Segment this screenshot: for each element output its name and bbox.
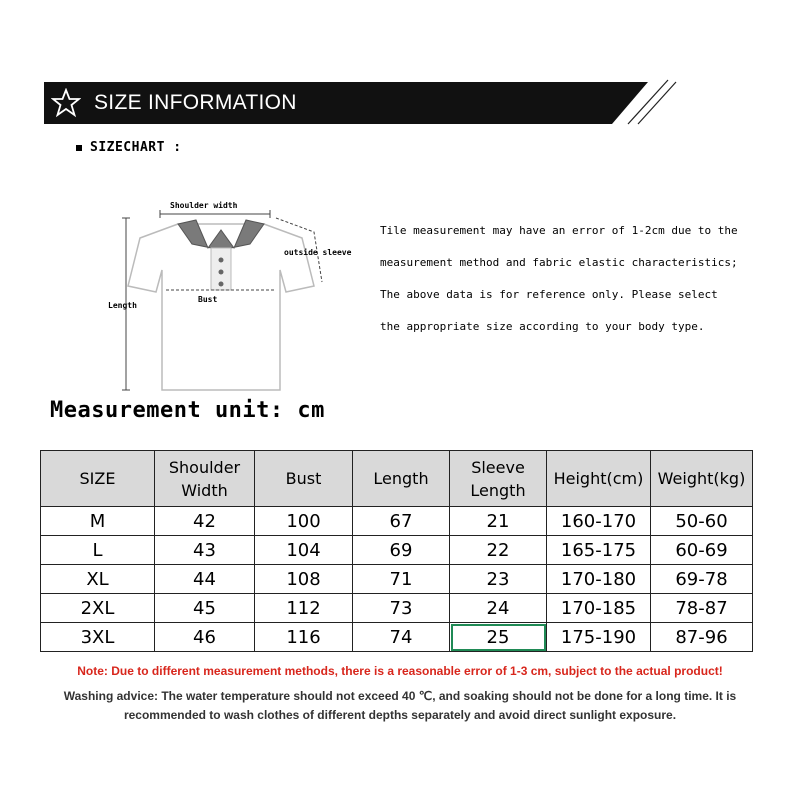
- table-cell: 73: [353, 594, 450, 623]
- table-cell: 69: [353, 536, 450, 565]
- table-cell: 22: [450, 536, 547, 565]
- washing-advice-line: Washing advice: The water temperature should not exceed 40 ℃, and soaking should not be done for a long time. It is: [63, 689, 737, 703]
- table-cell: M: [41, 507, 155, 536]
- column-header-weight: Weight(kg): [651, 451, 753, 507]
- note-line: measurement method and fabric elastic characteristics;: [380, 256, 738, 269]
- note-line: The above data is for reference only. Please select: [380, 288, 718, 301]
- column-header-height: Height(cm): [547, 451, 651, 507]
- table-cell: 78-87: [651, 594, 753, 623]
- table-row: [41, 623, 753, 652]
- polo-shirt-illustration: [100, 190, 370, 405]
- measurement-note: [380, 222, 780, 350]
- table-cell: 21: [450, 507, 547, 536]
- column-header-bust: Bust: [255, 451, 353, 507]
- table-cell: 116: [255, 623, 353, 652]
- selected-table-cell[interactable]: 25: [450, 623, 547, 652]
- table-cell: 50-60: [651, 507, 753, 536]
- table-row: [41, 594, 753, 623]
- column-header-length: Length: [353, 451, 450, 507]
- column-header-size: SIZE: [41, 451, 155, 507]
- table-cell: L: [41, 536, 155, 565]
- table-cell: 71: [353, 565, 450, 594]
- table-cell: 87-96: [651, 623, 753, 652]
- note-line: the appropriate size according to your body type.: [380, 320, 705, 333]
- table-cell: 108: [255, 565, 353, 594]
- star-icon: [51, 88, 81, 118]
- table-cell: 160-170: [547, 507, 651, 536]
- table-cell: 165-175: [547, 536, 651, 565]
- table-cell: 170-180: [547, 565, 651, 594]
- outside-sleeve-label: outside sleeve: [284, 248, 352, 257]
- note-line: Tile measurement may have an error of 1-2cm due to the: [380, 224, 738, 237]
- table-cell: 104: [255, 536, 353, 565]
- measurement-unit-label: Measurement unit: cm: [50, 398, 325, 423]
- table-row: [41, 507, 753, 536]
- table-cell: 2XL: [41, 594, 155, 623]
- decorative-slash-lines: [620, 78, 680, 128]
- table-cell: 170-185: [547, 594, 651, 623]
- table-cell: 46: [155, 623, 255, 652]
- table-cell: 100: [255, 507, 353, 536]
- error-note: Note: Due to different measurement methods, there is a reasonable error of 1-3 cm, subject to the actual product!: [77, 664, 723, 678]
- table-cell: 24: [450, 594, 547, 623]
- length-label: Length: [108, 301, 137, 310]
- column-header-sleeve: Sleeve Length: [450, 451, 547, 507]
- column-header-shoulder: Shoulder Width: [155, 451, 255, 507]
- table-cell: 43: [155, 536, 255, 565]
- table-cell: 112: [255, 594, 353, 623]
- size-table: [40, 450, 753, 652]
- table-row: [41, 565, 753, 594]
- table-cell: 67: [353, 507, 450, 536]
- bullet-icon: [76, 145, 82, 151]
- table-cell: 69-78: [651, 565, 753, 594]
- washing-advice: [0, 687, 800, 725]
- table-cell: 42: [155, 507, 255, 536]
- sizechart-heading: [76, 140, 182, 155]
- table-cell: 3XL: [41, 623, 155, 652]
- table-cell: 45: [155, 594, 255, 623]
- sizechart-label-text: SIZECHART :: [90, 140, 182, 155]
- table-cell: XL: [41, 565, 155, 594]
- table-cell: 60-69: [651, 536, 753, 565]
- table-cell: 74: [353, 623, 450, 652]
- washing-advice-line: recommended to wash clothes of different depths separately and avoid direct sunlight exposure.: [123, 708, 677, 722]
- shoulder-width-label: Shoulder width: [170, 201, 238, 210]
- table-cell: 175-190: [547, 623, 651, 652]
- shirt-diagram: [100, 190, 370, 405]
- bust-label: Bust: [198, 295, 218, 304]
- table-cell: 23: [450, 565, 547, 594]
- page-title: SIZE INFORMATION: [94, 91, 297, 114]
- table-row: [41, 536, 753, 565]
- table-cell: 44: [155, 565, 255, 594]
- table-header-row: [41, 451, 753, 507]
